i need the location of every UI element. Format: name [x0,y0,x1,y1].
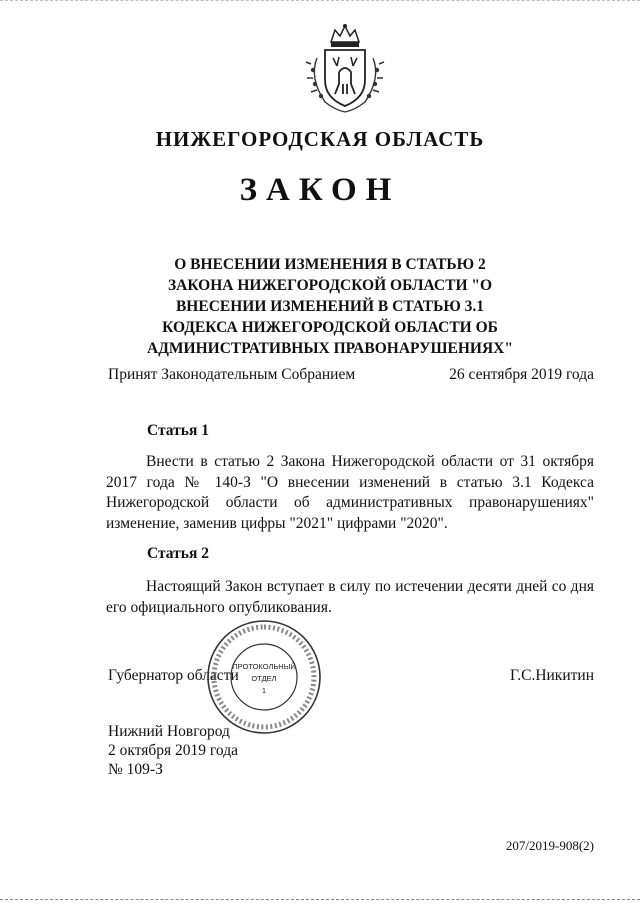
signatory-position: Губернатор области [108,667,239,684]
scan-edge-bottom [0,899,640,902]
document-code: 207/2019-908(2) [505,838,594,853]
law-subject: О ВНЕСЕНИИ ИЗМЕНЕНИЯ В СТАТЬЮ 2 ЗАКОНА НИЖЕГОРОДСКОЙ ОБЛАСТИ "О ВНЕСЕНИИ ИЗМЕНЕНИЙ В СТАТЬЮ 3.1 КОДЕКСА НИЖЕГОРОДСКОЙ ОБЛАСТИ ОБ АДМИНИСТРАТИВНЫХ ПРАВОНАРУШЕНИЯХ" [147,256,513,357]
document-type-title: ЗАКОН [239,172,401,208]
article-2-text: Настоящий Закон вступает в силу по истечении десяти дней со дня его официального опубликования. [106,578,594,616]
scan-edge-top [0,0,640,3]
article-1-heading: Статья 1 [147,422,209,439]
signing-city: Нижний Новгород [108,723,230,740]
region-title: НИЖЕГОРОДСКАЯ ОБЛАСТЬ [155,127,485,151]
stamp-text-line2: ОТДЕЛ [251,674,277,683]
adoption-date: 26 сентября 2019 года [449,366,594,383]
signing-place-block [108,722,238,779]
article-1-text: Внести в статью 2 Закона Нижегородской области от 31 октября 2017 года № 140-З "О внесении изменений в статью 3.1 Кодекса Нижегородской области об административных правонарушениях" изменение, заменив цифры "2021" цифрами "2020". [106,453,594,532]
stamp-text-line1: ПРОТОКОЛЬНЫЙ [232,662,296,671]
signing-date: 2 октября 2019 года [108,742,238,759]
stamp-text-line3: 1 [261,686,267,695]
official-stamp-icon [204,617,324,737]
coat-of-arms-icon [295,22,395,118]
signatory-name: Г.С.Никитин [510,667,594,684]
adopted-by: Принят Законодательным Собранием [108,366,356,383]
law-number: № 109-З [108,761,163,778]
article-2-heading: Статья 2 [147,545,209,562]
